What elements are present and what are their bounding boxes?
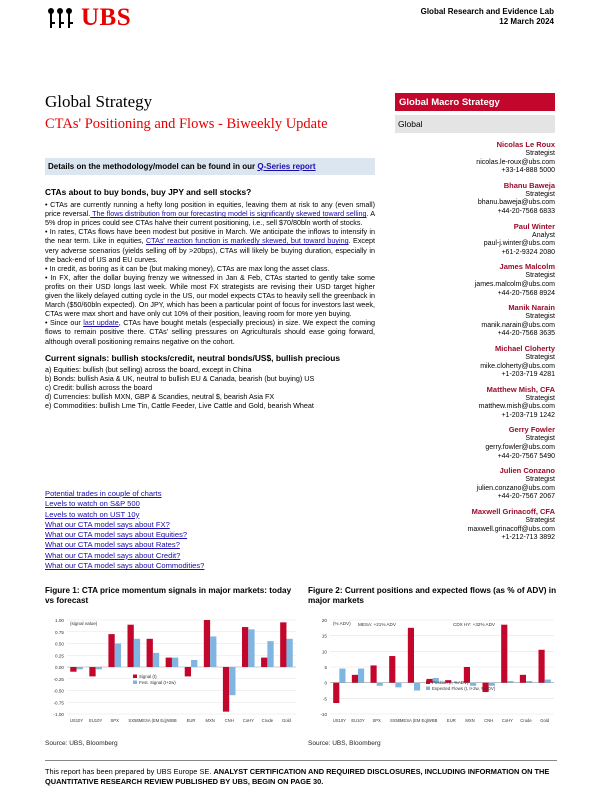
signal-item: d) Currencies: bullish MXN, GBP & Scandies, neutral $, bearish Asia FX	[45, 391, 275, 401]
author-card	[395, 140, 555, 176]
last-update-link[interactable]: last update	[83, 318, 119, 328]
bar-series2	[267, 641, 273, 667]
x-tick-label: CNH	[484, 718, 494, 723]
bar-series2	[172, 658, 178, 667]
bar-series2	[545, 680, 551, 683]
signal-item: c) Credit: bullish across the board	[45, 382, 153, 392]
bar-series2	[358, 669, 364, 683]
x-tick-label: US10Y	[69, 718, 84, 723]
bar-series1	[501, 625, 507, 683]
link-potential-trades[interactable]: Potential trades in couple of charts	[45, 489, 162, 498]
author-card	[395, 425, 555, 461]
author-phone: +44-20-7568 6833	[497, 207, 555, 215]
author-role: Analyst	[532, 231, 555, 239]
author-name: Paul Winter	[513, 221, 555, 231]
author-name: Matthew Mish, CFA	[486, 384, 555, 394]
logo-text: UBS	[81, 4, 132, 31]
x-tick-label: MXN	[465, 718, 475, 723]
bar-series1	[147, 639, 153, 667]
author-card	[395, 262, 555, 298]
bar-series2	[414, 683, 420, 691]
text-span: , CTAs have bought metals (especially precious) in size. We expect the coming flows to remain positive there. CTAs' selling pressures on Agriculturals should ease going forward, although overall positioning remains negative on the cohort.	[45, 318, 376, 346]
author-role: Strategist	[525, 272, 555, 280]
author-role: Strategist	[525, 476, 555, 484]
y-tick-label: 15	[321, 633, 327, 639]
author-card	[395, 303, 555, 339]
y-tick-label: 10	[321, 649, 327, 655]
x-tick-label: Crude	[520, 718, 532, 723]
methodology-text: Details on the methodology/model can be found in our	[48, 162, 258, 171]
author-card	[395, 507, 555, 543]
signals-section	[45, 354, 375, 411]
y-tick-label: 1.00	[55, 618, 64, 623]
bar-series1	[280, 622, 286, 667]
bar-series2	[507, 681, 513, 683]
bar-series1	[520, 675, 526, 683]
report-date: 12 March 2024	[499, 17, 554, 26]
y-unit-note: (signal value)	[70, 621, 98, 626]
x-tick-label: WBB	[167, 718, 177, 723]
methodology-note	[45, 158, 375, 175]
author-list	[395, 140, 555, 548]
x-tick-label: MESA (EM Eq)	[138, 718, 167, 723]
link-spx-levels[interactable]: Levels to watch on S&P 500	[45, 499, 140, 509]
figure2-chart	[308, 612, 558, 730]
author-name: Gerry Fowler	[508, 425, 555, 435]
x-tick-label: Crude	[261, 718, 274, 723]
y-tick-label: -0.50	[53, 688, 64, 694]
bar-series2	[339, 669, 345, 683]
bar-series1	[408, 628, 414, 683]
chart-svg	[45, 612, 300, 730]
text-span: . Except very adverse scenarios (yields selling off by >20bps), CTAs will likely be buying duration, especially in the back-end of US and EU curves.	[45, 236, 375, 264]
bar-series2	[526, 681, 532, 683]
author-email[interactable]: manik.narain@ubs.com	[481, 321, 555, 329]
x-tick-label: CoHY	[501, 718, 513, 723]
author-email[interactable]: bhanu.baweja@ubs.com	[477, 199, 555, 207]
x-tick-label: EU10Y	[88, 718, 103, 723]
legend-label: Position (t, %ADV)	[432, 680, 469, 685]
author-phone: +33-14-888 5000	[501, 167, 555, 175]
bar-series1	[70, 667, 76, 672]
author-email[interactable]: gerry.fowler@ubs.com	[485, 444, 555, 452]
bar-series1	[127, 625, 133, 667]
bar-series2	[191, 660, 197, 667]
author-name: Julien Conzano	[499, 466, 555, 476]
figure1-chart	[45, 612, 300, 730]
author-card	[395, 222, 555, 258]
x-tick-label: Gold	[540, 718, 550, 723]
x-tick-label: CoHY	[242, 718, 254, 723]
bar-series2	[115, 644, 121, 668]
x-tick-label: WBB	[427, 718, 438, 723]
link-rates[interactable]: What our CTA model says about Rates?	[45, 540, 180, 550]
author-card	[395, 385, 555, 421]
legend-label: Fest. Signal (t+2w)	[139, 680, 176, 685]
author-card	[395, 466, 555, 502]
section-heading: CTAs about to buy bonds, buy JPY and sell stocks?	[45, 187, 252, 197]
author-role: Strategist	[525, 313, 555, 321]
text-span: • Since our	[45, 318, 84, 328]
y-tick-label: 0.25	[55, 653, 64, 659]
lab-name: Global Research and Evidence Lab	[420, 7, 554, 16]
author-email[interactable]: julien.conzano@ubs.com	[476, 484, 555, 492]
author-role: Strategist	[525, 517, 555, 525]
y-tick-label: 0	[324, 680, 327, 686]
bar-series1	[242, 627, 248, 667]
bar-series2	[96, 667, 102, 669]
author-name: Michael Cloherty	[494, 343, 555, 353]
link-commodities[interactable]: What our CTA model says about Commodities?	[45, 561, 205, 571]
link-ust-levels[interactable]: Levels to watch on UST 10y	[45, 509, 140, 519]
figure2-caption: Figure 2: Current positions and expected flows (as % of ADV) in major markets	[308, 586, 557, 605]
link-credit[interactable]: What our CTA model says about Credit?	[45, 550, 181, 560]
author-email[interactable]: mike.cloherty@ubs.com	[480, 362, 555, 370]
x-tick-label: EU10Y	[351, 718, 365, 723]
bar-series1	[333, 683, 339, 703]
text-span: • CTAs are currently running a hefty long position in equities, leaving them at risk to any (even small) price reversal.	[45, 200, 375, 219]
page-title: Global Strategy	[45, 92, 153, 111]
flows-distribution-link[interactable]: The flows distribution from our forecasting model is significantly skewed toward selling	[90, 209, 367, 219]
y-tick-label: 5	[324, 665, 327, 670]
disclosure-footer	[45, 767, 557, 787]
author-phone: +1-203-719 4281	[501, 371, 555, 379]
bar-series1	[185, 667, 191, 676]
x-tick-label: US10Y	[332, 718, 346, 723]
paragraph-equities	[45, 200, 375, 227]
y-tick-label: 0.75	[55, 629, 64, 635]
figure1-caption: Figure 1: CTA price momentum signals in major markets: today vs forecast	[45, 586, 292, 605]
bar-series1	[108, 634, 114, 667]
paragraph-metals	[45, 318, 375, 345]
page-subtitle: CTAs' Positioning and Flows - Biweekly Update	[45, 116, 328, 132]
author-phone: +1-212-713 3892	[501, 534, 555, 542]
x-tick-label: MESA (EM Eq)	[399, 718, 429, 723]
author-name: Maxwell Grinacoff, CFA	[471, 507, 555, 517]
bar-series2	[210, 636, 216, 667]
figure1-source: Source: UBS, Bloomberg	[45, 740, 118, 747]
y-tick-label: -1.00	[53, 712, 64, 717]
bar-series2	[229, 667, 235, 695]
author-phone: +61-2-9324 2080	[501, 248, 555, 256]
bar-series2	[395, 683, 401, 688]
y-tick-label: 20	[321, 618, 327, 623]
bar-series1	[204, 620, 210, 667]
bar-series2	[77, 667, 83, 669]
header-info	[421, 7, 554, 27]
x-tick-label: EUR	[186, 718, 196, 723]
legend-swatch	[133, 675, 137, 679]
y-tick-label: 0.50	[55, 641, 64, 647]
x-tick-label: SX5E	[389, 718, 401, 723]
x-tick-label: EUR	[446, 718, 456, 723]
bar-series1	[352, 675, 358, 683]
paragraph-fx: • In FX, after the dollar buying frenzy we witnessed in Jan & Feb, CTAs started to gently take some profits on their USD longs last week. While most FX strategists are revising their USD target higher given the likely delayed cutting cycle in the US, our model expects CTAs to heavily sell the greenback in March ($50/60bln expected). On JPY, which has been a particular point of focus for investors last week, CTAs were max short and have only cut 10% of their position, leaving room for more yen buying.	[45, 272, 375, 319]
bar-series2	[134, 639, 140, 667]
y-tick-label: -0.25	[53, 676, 64, 682]
author-card	[395, 344, 555, 380]
author-role: Strategist	[525, 394, 555, 402]
bar-series1	[223, 667, 229, 712]
author-phone: +44-20-7567 2067	[497, 493, 555, 501]
legend-label: Signal (t)	[139, 674, 157, 679]
paragraph-credit: • In credit, as boring as it can be (but making money), CTAs are max long the asset class.	[45, 263, 330, 273]
text-span: . A 5% drop in prices could see CTAs halve their current positioning, i.e., sell $70/80bln worth of stocks.	[45, 209, 376, 228]
author-email[interactable]: paul-j.winter@ubs.com	[483, 240, 555, 248]
author-email[interactable]: matthew.mish@ubs.com	[478, 403, 555, 411]
legend-swatch	[133, 681, 137, 685]
link-equities[interactable]: What our CTA model says about Equities?	[45, 530, 188, 540]
x-tick-label: SPX	[110, 718, 119, 723]
author-name: James Malcolm	[499, 262, 555, 272]
x-tick-label: MXN	[205, 718, 215, 723]
bar-series2	[286, 639, 292, 667]
author-email[interactable]: james.malcolm@ubs.com	[474, 280, 555, 288]
x-tick-label: CNH	[224, 718, 234, 723]
legend-swatch	[426, 687, 430, 691]
bar-series1	[389, 656, 395, 683]
y-unit-note: (% ADV)	[333, 621, 351, 626]
chart-svg	[308, 612, 558, 730]
bar-series1	[89, 667, 95, 676]
author-phone: +44-20-7567 5490	[497, 452, 555, 460]
footer-plain: This report has been prepared by UBS Europe SE.	[45, 767, 212, 776]
author-name: Nicolas Le Roux	[496, 140, 555, 149]
author-phone: +1-203-719 1242	[501, 411, 555, 419]
figure2-source: Source: UBS, Bloomberg	[308, 740, 381, 747]
bar-series2	[377, 683, 383, 686]
author-role: Strategist	[525, 435, 555, 443]
report-body	[45, 188, 375, 410]
bar-series2	[153, 653, 159, 667]
ubs-logo	[45, 6, 131, 30]
bar-series1	[166, 658, 172, 667]
signal-item: b) Bonds: bullish Asia & UK, neutral to bullish EU & Canada, bearish (but buying) US	[45, 373, 315, 383]
author-role: Strategist	[525, 353, 555, 361]
author-email[interactable]: nicolas.le-roux@ubs.com	[476, 158, 555, 166]
x-tick-label: Gold	[282, 718, 291, 723]
chart-annotation: CDX HY: +32% ADV	[453, 622, 496, 627]
chart-annotation: MESA: +21% ADV	[358, 622, 396, 627]
author-phone: +44-20-7568 8924	[497, 289, 555, 297]
bar-series1	[261, 658, 267, 667]
author-role: Strategist	[525, 190, 555, 198]
legend-label: Expected Flows (t, t+2w, %ADV)	[432, 686, 496, 691]
related-links	[45, 489, 204, 571]
y-tick-label: -10	[320, 712, 327, 717]
author-role: Strategist	[525, 150, 555, 157]
signals-heading: Current signals: bullish stocks/credit, neutral bonds/US$, bullish precious	[45, 352, 341, 363]
footer-bold: ANALYST CERTIFICATION AND REQUIRED DISCLOSURES, INCLUDING INFORMATION ON THE QUANTITATIVE RESEARCH REVIEW PUBLISHED BY UBS, BEGIN ON PAGE 30.	[45, 767, 550, 786]
strategy-banner: Global Macro Strategy	[395, 93, 555, 111]
ubs-keys-icon	[45, 7, 75, 29]
author-email[interactable]: maxwell.grinacoff@ubs.com	[467, 525, 555, 533]
text-span: • In rates, CTAs flows have been modest but positive in March. We anticipate the inflows to intensify in the near term. Like in equities,	[45, 227, 375, 246]
signal-item: a) Equities: bullish (but selling) across the board, except in China	[45, 364, 252, 374]
y-tick-label: -0.75	[53, 700, 64, 706]
x-tick-label: SX5E	[128, 718, 140, 723]
region-banner: Global	[395, 115, 555, 133]
author-name: Manik Narain	[508, 303, 555, 313]
x-tick-label: SPX	[372, 718, 381, 723]
q-series-link[interactable]: Q-Series report	[257, 162, 316, 171]
bar-series1	[539, 650, 545, 683]
paragraph-rates	[45, 227, 375, 263]
y-tick-label: 0.00	[55, 665, 64, 670]
bar-series2	[248, 629, 254, 667]
y-tick-label: -5	[322, 696, 327, 702]
author-card	[395, 181, 555, 217]
author-name: Bhanu Baweja	[503, 180, 555, 190]
reaction-function-link[interactable]: CTAs' reaction function is markedly skewed, but toward buying	[145, 236, 349, 246]
footer-divider	[45, 760, 557, 761]
legend-swatch	[426, 681, 430, 685]
signal-item: e) Commodities: bullish Lme Tin, Cattle Feeder, Live Cattle and Gold, bearish Wheat	[45, 401, 314, 411]
author-phone: +44-20-7568 3635	[497, 330, 555, 338]
bar-series1	[371, 665, 377, 682]
link-fx[interactable]: What our CTA model says about FX?	[45, 519, 170, 529]
